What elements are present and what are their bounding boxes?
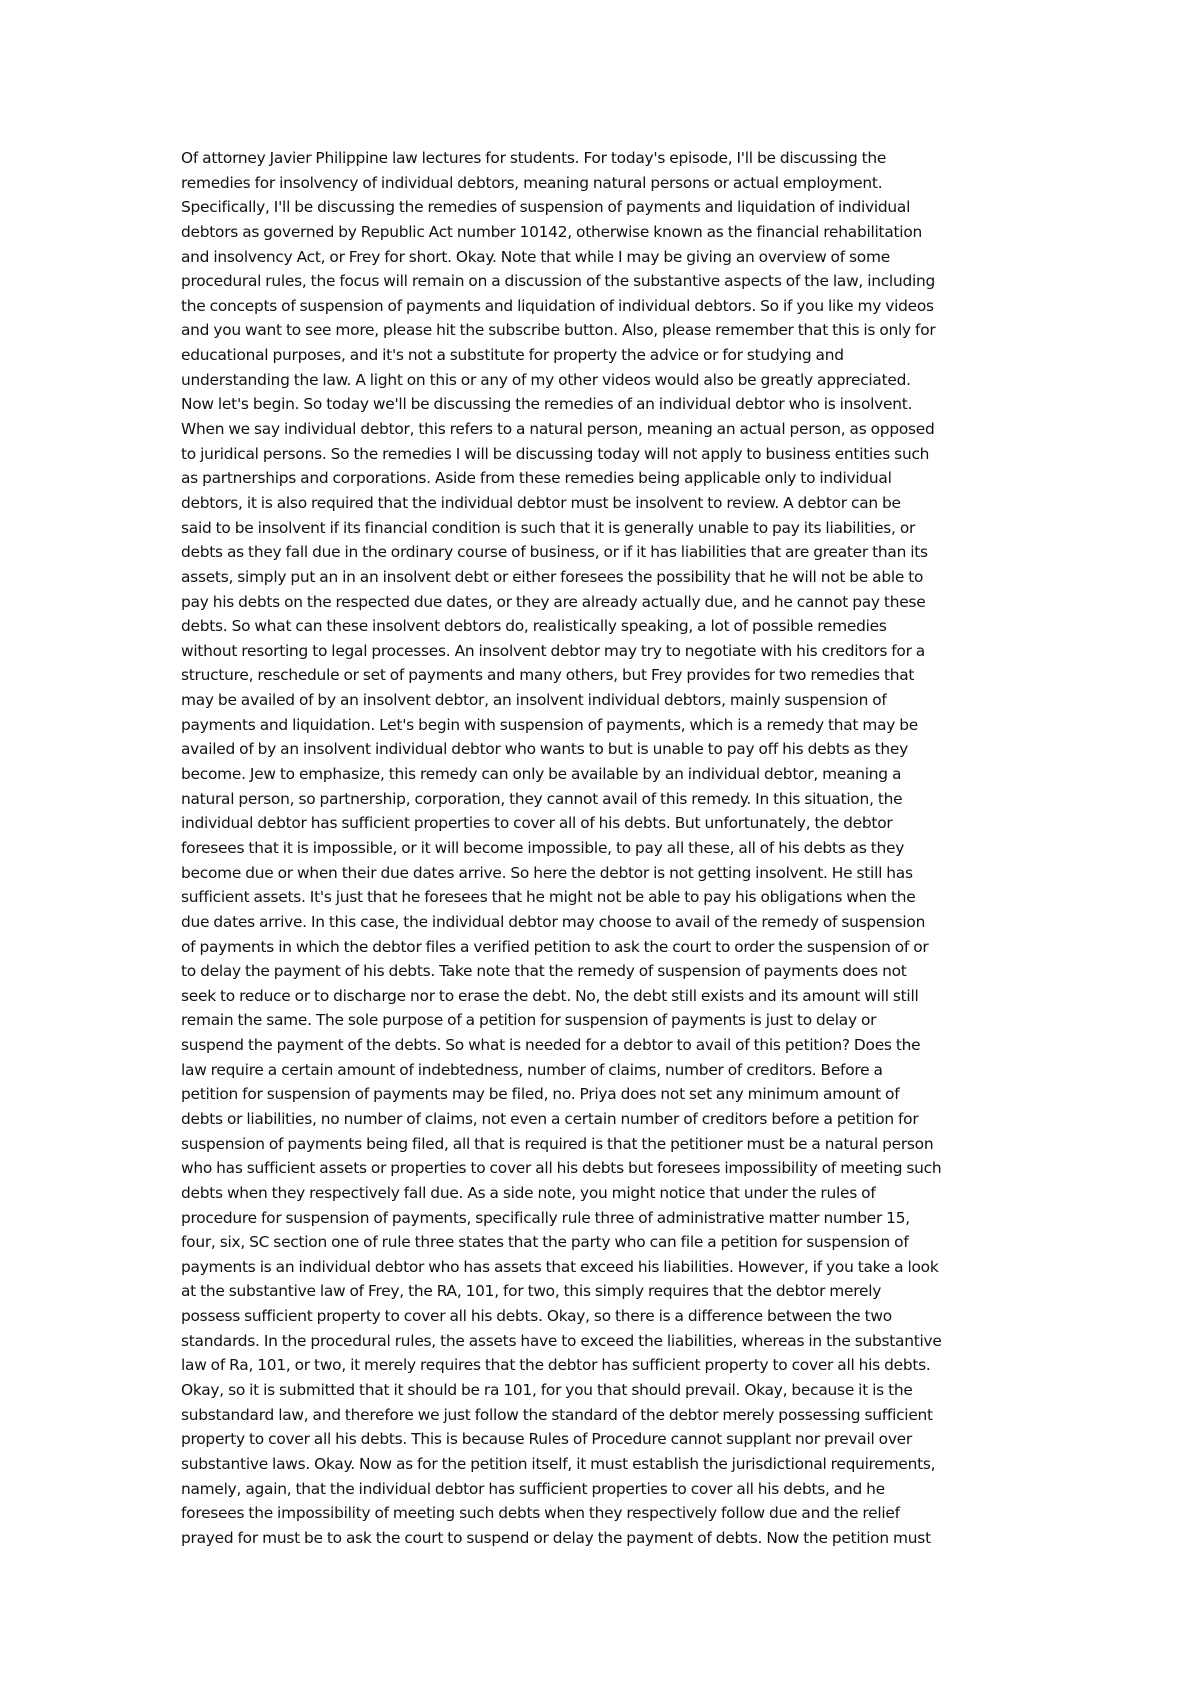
- text-line: become. Jew to emphasize, this remedy can only be available by an individual debtor, meaning a: [181, 765, 902, 784]
- text-line: debts or liabilities, no number of claims, not even a certain number of creditors before a petition for: [181, 1109, 919, 1128]
- text-line: substandard law, and therefore we just follow the standard of the debtor merely possessing sufficient: [181, 1405, 933, 1424]
- text-line: due dates arrive. In this case, the individual debtor may choose to avail of the remedy of suspension: [181, 912, 926, 931]
- text-line: payments is an individual debtor who has assets that exceed his liabilities. However, if you take a look: [181, 1257, 939, 1276]
- text-line: petition for suspension of payments may be filed, no. Priya does not set any minimum amount of: [181, 1085, 900, 1104]
- text-line: procedural rules, the focus will remain on a discussion of the substantive aspects of the law, including: [181, 272, 936, 291]
- text-line: property to cover all his debts. This is because Rules of Procedure cannot supplant nor prevail over: [181, 1430, 912, 1449]
- text-line: four, six, SC section one of rule three states that the party who can file a petition for suspension of: [181, 1233, 909, 1252]
- text-line: to juridical persons. So the remedies I will be discussing today will not apply to business entities such: [181, 444, 930, 463]
- text-line: seek to reduce or to discharge nor to erase the debt. No, the debt still exists and its amount will still: [181, 986, 919, 1005]
- text-line: who has sufficient assets or properties to cover all his debts but foresees impossibility of meeting such: [181, 1159, 942, 1178]
- text-line: namely, again, that the individual debtor has sufficient properties to cover all his debts, and he: [181, 1479, 885, 1498]
- text-line: payments and liquidation. Let's begin with suspension of payments, which is a remedy that may be: [181, 715, 919, 734]
- text-line: understanding the law. A light on this or any of my other videos would also be greatly appreciated.: [181, 370, 911, 389]
- text-line: educational purposes, and it's not a substitute for property the advice or for studying and: [181, 346, 844, 365]
- text-line: individual debtor has sufficient properties to cover all of his debts. But unfortunately, the debtor: [181, 814, 893, 833]
- text-line: standards. In the procedural rules, the assets have to exceed the liabilities, whereas in the substantive: [181, 1331, 942, 1350]
- text-line: structure, reschedule or set of payments and many others, but Frey provides for two remedies that: [181, 666, 915, 685]
- text-line: suspend the payment of the debts. So what is needed for a debtor to avail of this petition? Does the: [181, 1036, 921, 1055]
- text-line: without resorting to legal processes. An insolvent debtor may try to negotiate with his creditors for a: [181, 641, 925, 660]
- text-line: debts as they fall due in the ordinary course of business, or if it has liabilities that are greater than its: [181, 543, 928, 562]
- text-line: as partnerships and corporations. Aside from these remedies being applicable only to individual: [181, 469, 892, 488]
- text-line: and insolvency Act, or Frey for short. Okay. Note that while I may be giving an overview of some: [181, 247, 890, 266]
- text-line: pay his debts on the respected due dates, or they are already actually due, and he cannot pay these: [181, 592, 926, 611]
- text-line: suspension of payments being filed, all that is required is that the petitioner must be a natural person: [181, 1134, 934, 1153]
- text-line: Okay, so it is submitted that it should be ra 101, for you that should prevail. Okay, because it is the: [181, 1381, 913, 1400]
- text-line: said to be insolvent if its financial condition is such that it is generally unable to pay its liabilities, or: [181, 518, 916, 537]
- text-line: sufficient assets. It's just that he foresees that he might not be able to pay his obligations when the: [181, 888, 916, 907]
- text-line: debts. So what can these insolvent debtors do, realistically speaking, a lot of possible remedies: [181, 617, 887, 636]
- text-line: availed of by an insolvent individual debtor who wants to but is unable to pay off his debts as they: [181, 740, 908, 759]
- text-line: and you want to see more, please hit the subscribe button. Also, please remember that this is only for: [181, 321, 936, 340]
- text-line: foresees that it is impossible, or it will become impossible, to pay all these, all of his debts as they: [181, 838, 905, 857]
- document-body: [181, 146, 1026, 1551]
- text-line: remedies for insolvency of individual debtors, meaning natural persons or actual employment.: [181, 173, 883, 192]
- text-line: procedure for suspension of payments, specifically rule three of administrative matter number 15,: [181, 1208, 910, 1227]
- text-line: Specifically, I'll be discussing the remedies of suspension of payments and liquidation of individual: [181, 198, 911, 217]
- text-line: law of Ra, 101, or two, it merely requires that the debtor has sufficient property to cover all his debts.: [181, 1356, 931, 1375]
- text-line: the concepts of suspension of payments and liquidation of individual debtors. So if you like my videos: [181, 296, 934, 315]
- text-line: substantive laws. Okay. Now as for the petition itself, it must establish the jurisdictional requirements,: [181, 1454, 936, 1473]
- text-line: prayed for must be to ask the court to suspend or delay the payment of debts. Now the petition must: [181, 1528, 931, 1547]
- text-line: debts when they respectively fall due. As a side note, you might notice that under the rules of: [181, 1183, 876, 1202]
- text-line: When we say individual debtor, this refers to a natural person, meaning an actual person, as opposed: [181, 420, 935, 439]
- text-line: to delay the payment of his debts. Take note that the remedy of suspension of payments does not: [181, 962, 907, 981]
- text-line: natural person, so partnership, corporation, they cannot avail of this remedy. In this situation, the: [181, 789, 903, 808]
- text-line: become due or when their due dates arrive. So here the debtor is not getting insolvent. He still has: [181, 863, 913, 882]
- text-line: Now let's begin. So today we'll be discussing the remedies of an individual debtor who is insolvent.: [181, 395, 913, 414]
- text-line: debtors, it is also required that the individual debtor must be insolvent to review. A debtor can be: [181, 493, 901, 512]
- text-line: debtors as governed by Republic Act number 10142, otherwise known as the financial rehabilitation: [181, 222, 922, 241]
- text-line: law require a certain amount of indebtedness, number of claims, number of creditors. Before a: [181, 1060, 883, 1079]
- text-line: at the substantive law of Frey, the RA, 101, for two, this simply requires that the debtor merely: [181, 1282, 882, 1301]
- text-line: may be availed of by an insolvent debtor, an insolvent individual debtors, mainly suspension of: [181, 691, 887, 710]
- text-line: of payments in which the debtor files a verified petition to ask the court to order the suspension of or: [181, 937, 929, 956]
- text-line: assets, simply put an in an insolvent debt or either foresees the possibility that he will not be able to: [181, 567, 924, 586]
- text-line: Of attorney Javier Philippine law lectures for students. For today's episode, I'll be discussing the: [181, 149, 887, 167]
- text-line: possess sufficient property to cover all his debts. Okay, so there is a difference between the two: [181, 1307, 892, 1326]
- text-line: foresees the impossibility of meeting such debts when they respectively follow due and the relief: [181, 1504, 900, 1523]
- text-line: remain the same. The sole purpose of a petition for suspension of payments is just to delay or: [181, 1011, 877, 1030]
